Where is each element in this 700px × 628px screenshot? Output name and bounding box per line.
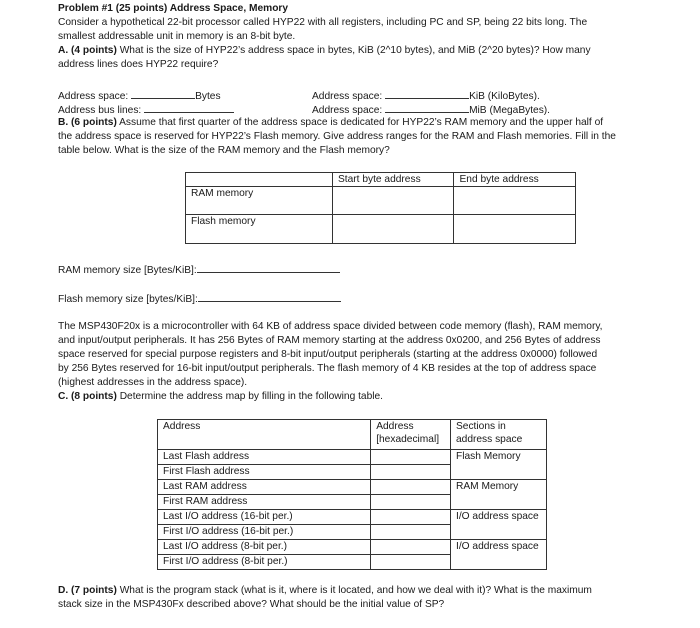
hex-header-line-1: Address — [376, 421, 414, 432]
hex-col-header — [371, 420, 451, 450]
ram-end-cell[interactable] — [454, 187, 576, 215]
section-ram: RAM Memory — [451, 480, 547, 510]
part-c-text: Determine the address map by filling in the following table. — [116, 391, 384, 402]
part-c-label: C. (8 points) — [58, 391, 117, 402]
table-row: First I/O address (8-bit per.) — [158, 555, 371, 570]
hex-answer-cell[interactable] — [371, 540, 451, 555]
part-a-label: A. (4 points) — [58, 45, 117, 56]
flash-size-blank[interactable] — [198, 291, 341, 302]
flash-memory-row-label: Flash memory — [186, 215, 333, 244]
table-row: Last Flash address — [158, 450, 371, 465]
part-d-text-1: What is the program stack (what is it, where is it located, and how we deal with it)? What is the maximum — [116, 585, 592, 596]
hex-answer-cell[interactable] — [371, 450, 451, 465]
kib-answer-blank[interactable] — [385, 88, 469, 99]
address-space-label-1: Address space: — [58, 91, 129, 102]
flash-start-cell[interactable] — [332, 215, 454, 244]
mib-unit: MiB (MegaBytes). — [469, 105, 551, 116]
address-space-label-2: Address space: — [312, 91, 383, 102]
table-row: Last RAM address — [158, 480, 371, 495]
table-row: First I/O address (16-bit per.) — [158, 525, 371, 540]
flash-size-row — [58, 291, 341, 307]
section-header-line-1: Sections in — [456, 421, 506, 432]
msp-line-4: by 256 Bytes reserved for 16-bit input/output peripherals. The flash memory of 4 KB resides at the top of address space — [58, 363, 597, 374]
section-header-line-2: address space — [456, 434, 523, 445]
hex-header-line-2: [hexadecimal] — [376, 434, 440, 445]
table-row: First RAM address — [158, 495, 371, 510]
part-b-line-2: the address space is reserved for HYP22’s Flash memory. Give address ranges for the RAM and Flash memories. Fill in the — [58, 131, 616, 142]
msp-line-5: (highest addresses in the address space). — [58, 377, 248, 388]
address-map-table — [157, 419, 547, 570]
hex-answer-cell[interactable] — [371, 495, 451, 510]
mib-answer-blank[interactable] — [385, 102, 469, 113]
ram-size-blank[interactable] — [197, 262, 340, 273]
part-d-line-2: stack size in the MSP430Fx described above? What should be the initial value of SP? — [58, 599, 445, 610]
table-row: Last I/O address (16-bit per.) — [158, 510, 371, 525]
ram-memory-row-label: RAM memory — [186, 187, 333, 215]
msp-line-1: The MSP430F20x is a microcontroller with 64 KB of address space divided between code memory (flash), RAM memory, — [58, 321, 603, 332]
end-address-header: End byte address — [454, 173, 576, 187]
part-d-line-1 — [58, 584, 592, 598]
hex-answer-cell[interactable] — [371, 510, 451, 525]
address-col-header: Address — [158, 420, 371, 450]
flash-size-label: Flash memory size [bytes/KiB]: — [58, 294, 198, 305]
ram-start-cell[interactable] — [332, 187, 454, 215]
part-a-line-1 — [58, 44, 591, 58]
table1-corner — [186, 173, 333, 187]
msp-line-3: space reserved for special purpose registers and 8-bit input/output peripherals (starting at the address 0x0000) followed — [58, 349, 598, 360]
table-row: First Flash address — [158, 465, 371, 480]
part-a-text-1: What is the size of HYP22’s address space in bytes, KiB (2^10 bytes), and MiB (2^20 bytes)? How many — [116, 45, 591, 56]
ram-size-label: RAM memory size [Bytes/KiB]: — [58, 265, 197, 276]
bus-lines-answer-blank[interactable] — [144, 102, 234, 113]
start-address-header: Start byte address — [332, 173, 454, 187]
part-c-line — [58, 390, 383, 404]
flash-end-cell[interactable] — [454, 215, 576, 244]
hex-answer-cell[interactable] — [371, 555, 451, 570]
kib-unit: KiB (KiloBytes). — [469, 91, 540, 102]
bytes-answer-blank[interactable] — [131, 88, 195, 99]
intro-line-1: Consider a hypothetical 22-bit processor called HYP22 with all registers, including PC and SP, being 22 bits long. The — [58, 17, 588, 28]
part-b-line-3: table below. What is the size of the RAM memory and the Flash memory? — [58, 145, 390, 156]
bytes-unit: Bytes — [195, 91, 221, 102]
part-b-text-1: Assume that first quarter of the address space is dedicated for HYP22’s RAM memory and the upper half of — [116, 117, 604, 128]
table-row: Last I/O address (8-bit per.) — [158, 540, 371, 555]
section-io8: I/O address space — [451, 540, 547, 570]
section-flash: Flash Memory — [451, 450, 547, 480]
part-b-label: B. (6 points) — [58, 117, 117, 128]
part-b-line-1 — [58, 116, 603, 130]
ram-size-row — [58, 262, 340, 278]
address-bus-label: Address bus lines: — [58, 105, 142, 116]
msp-line-2: and input/output peripherals. It has 256 Bytes of RAM memory starting at the address 0x0200, and 256 Bytes of address — [58, 335, 601, 346]
intro-line-2: smallest addressable unit in memory is an 8-bit byte. — [58, 31, 296, 42]
address-space-label-3: Address space: — [312, 105, 383, 116]
part-d-label: D. (7 points) — [58, 585, 117, 596]
hex-answer-cell[interactable] — [371, 525, 451, 540]
section-io16: I/O address space — [451, 510, 547, 540]
part-a-line-2: address lines does HYP22 require? — [58, 59, 219, 70]
hex-answer-cell[interactable] — [371, 480, 451, 495]
section-col-header — [451, 420, 547, 450]
hex-answer-cell[interactable] — [371, 465, 451, 480]
problem-title: Problem #1 (25 points) Address Space, Memory — [58, 3, 289, 14]
memory-range-table — [185, 172, 576, 244]
